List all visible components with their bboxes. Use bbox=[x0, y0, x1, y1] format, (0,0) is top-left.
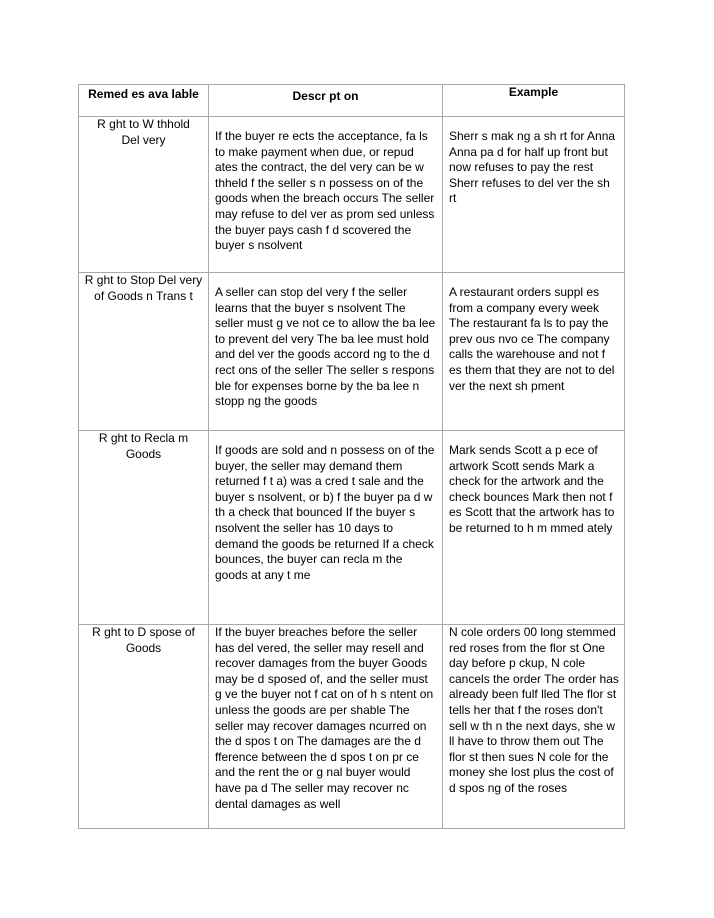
description-text: If the buyer re ects the acceptance, fa ls to make payment when due, or repud ates the contract, the del very can be w thheld f the seller s n possess on of the goods when the breach occurs The seller may refuse to del ver as prom sed unless the buyer pays cash f d scovered the buyer s nsolvent bbox=[215, 129, 435, 253]
example-cell bbox=[443, 117, 625, 273]
remedies-table bbox=[78, 84, 625, 829]
example-text: Sherr s mak ng a sh rt for Anna Anna pa d for half up front but now refuses to pay the rest Sherr refuses to del ver the sh rt bbox=[449, 129, 616, 206]
remedy-cell bbox=[79, 117, 209, 273]
remedy-name-line: of Goods n Trans t bbox=[94, 288, 193, 303]
example-cell bbox=[443, 273, 625, 431]
table-header-row bbox=[79, 85, 625, 117]
description-cell bbox=[209, 117, 443, 273]
description-text: If the buyer breaches before the seller has del vered, the seller may resell and recover damages from the buyer Goods may be d sposed of, and the seller must g ve the buyer not f cat on of h s ntent on unless the goods are per shable The seller may recover damages ncurred on the d spos t on The damages are the d fference between the d spos t on pr ce and the rent the or g nal buyer would have pa d The seller may recover nc dental damages as well bbox=[215, 625, 434, 811]
remedy-cell bbox=[79, 431, 209, 625]
header-remedies: Remed es ava lable bbox=[79, 85, 209, 117]
remedy-name-line: R ght to Recla m bbox=[98, 431, 189, 445]
example-text: A restaurant orders suppl es from a company every week The restaurant fa ls to pay the prev ous nvo ce The company calls the warehouse and not f es them that they are not to del ver the next sh pment bbox=[449, 285, 615, 393]
remedy-cell bbox=[79, 625, 209, 829]
table-row bbox=[79, 273, 625, 431]
header-example: Example bbox=[443, 85, 625, 117]
description-cell bbox=[209, 431, 443, 625]
remedy-name-line: Goods bbox=[125, 446, 162, 461]
description-cell bbox=[209, 625, 443, 829]
remedy-name-line: R ght to Stop Del very bbox=[84, 273, 203, 287]
header-description: Descr pt on bbox=[209, 85, 443, 117]
example-cell bbox=[443, 431, 625, 625]
table-row bbox=[79, 117, 625, 273]
remedy-cell bbox=[79, 273, 209, 431]
description-cell bbox=[209, 273, 443, 431]
remedy-name-line: R ght to W thhold bbox=[97, 117, 190, 131]
remedy-name-line: R ght to D spose of bbox=[92, 625, 195, 639]
remedy-name-line: Goods bbox=[125, 640, 162, 655]
example-cell bbox=[443, 625, 625, 829]
table-row bbox=[79, 431, 625, 625]
example-text: N cole orders 00 long stemmed red roses from the flor st One day before p ckup, N cole cancels the order The order has already been fulf lled The flor st tells her that f the roses don't sell w th n the next days, she w ll have to throw them out The flor st then sues N cole for the money she lost plus the cost of d spos ng of the roses bbox=[449, 625, 619, 795]
table-row bbox=[79, 625, 625, 829]
remedy-name-line: Del very bbox=[121, 132, 166, 147]
example-text: Mark sends Scott a p ece of artwork Scott sends Mark a check for the artwork and the check bounces Mark then not f es Scott that the artwork has to be returned to h m mmed ately bbox=[449, 443, 615, 535]
description-text: If goods are sold and n possess on of the buyer, the seller may demand them returned f t a) was a cred t sale and the buyer s nsolvent, or b) f the buyer pa d w th a check that bounced If the buyer s nsolvent the seller has 10 days to demand the goods be returned If a check bounces, the buyer can recla m the goods at any t me bbox=[215, 443, 435, 582]
description-text: A seller can stop del very f the seller learns that the buyer s nsolvent The seller must g ve not ce to allow the ba lee to prevent del very The ba lee must hold and del ver the goods accord ng to the d rect ons of the seller The seller s respons ble for expenses borne by the ba lee n stopp ng the goods bbox=[215, 285, 436, 409]
